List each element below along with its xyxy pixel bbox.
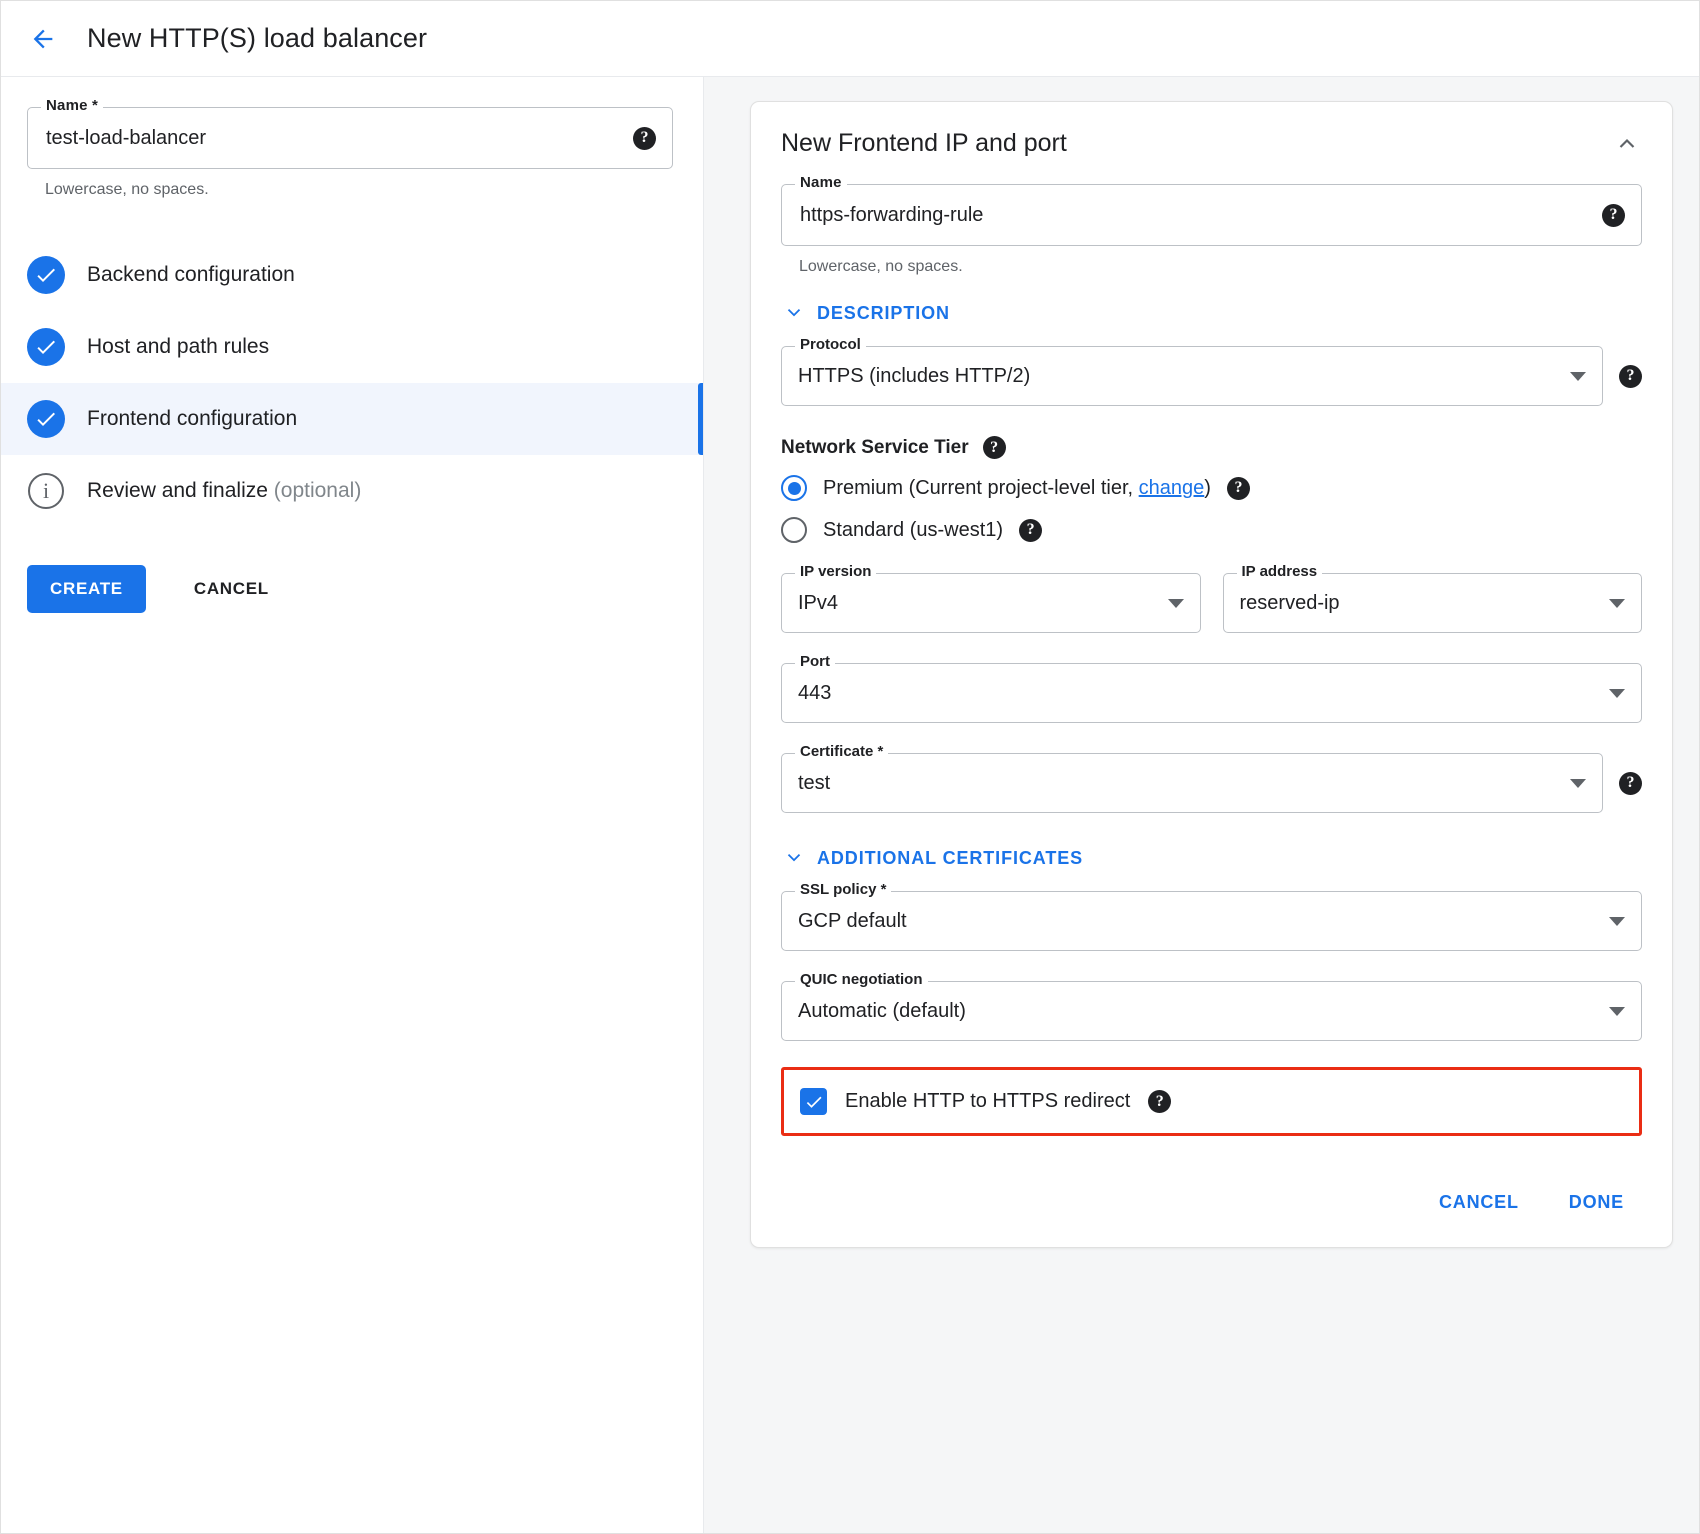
ip-row: [781, 563, 1642, 633]
tier-standard-label: Standard (us-west1): [823, 518, 1004, 541]
ssl-policy-label: SSL policy *: [795, 881, 891, 898]
page-header: [1, 1, 1699, 77]
lb-name-group: [27, 97, 673, 199]
quic-negotiation-value: Automatic (default): [798, 999, 966, 1022]
help-icon[interactable]: ?: [633, 127, 656, 150]
help-icon[interactable]: ?: [983, 436, 1006, 459]
card-actions: [781, 1182, 1642, 1223]
tier-option-standard[interactable]: [781, 517, 1642, 543]
ssl-policy-value: GCP default: [798, 909, 907, 932]
radio-standard[interactable]: [781, 517, 807, 543]
frontend-name-input[interactable]: [798, 203, 1602, 228]
frontend-name-helper: Lowercase, no spaces.: [799, 258, 963, 275]
quic-negotiation-label: QUIC negotiation: [795, 971, 928, 988]
ip-address-select[interactable]: [1223, 563, 1643, 633]
description-toggle-label: DESCRIPTION: [817, 302, 950, 323]
chevron-down-icon: [1609, 599, 1625, 608]
right-pane: [704, 77, 1699, 1533]
ip-version-value: IPv4: [798, 591, 839, 614]
certificate-label: Certificate *: [795, 743, 888, 760]
http-redirect-highlight: [781, 1067, 1642, 1136]
chevron-down-icon: [1609, 917, 1625, 926]
sidebar-item-review-and-finalize[interactable]: [1, 455, 703, 527]
chevron-down-icon: [783, 302, 805, 324]
protocol-value: HTTPS (includes HTTP/2): [798, 364, 1031, 387]
panel-cancel-button[interactable]: CANCEL: [1421, 1182, 1537, 1223]
chevron-up-icon[interactable]: [1612, 128, 1642, 158]
page-title: New HTTP(S) load balancer: [87, 23, 428, 53]
step-label-optional: (optional): [273, 479, 362, 502]
help-icon[interactable]: ?: [1019, 519, 1042, 542]
frontend-name-field[interactable]: [781, 174, 1642, 246]
tier-option-premium[interactable]: [781, 475, 1642, 501]
left-action-buttons: [27, 565, 703, 613]
description-toggle[interactable]: [783, 302, 1642, 324]
protocol-row: [781, 336, 1642, 406]
step-label: Host and path rules: [87, 335, 270, 358]
ssl-policy-select[interactable]: [781, 881, 1642, 951]
chevron-down-icon: [1609, 689, 1625, 698]
port-row: [781, 653, 1642, 723]
http-redirect-checkbox[interactable]: [800, 1088, 827, 1115]
arrow-back-icon[interactable]: [23, 19, 63, 59]
additional-certificates-toggle[interactable]: [783, 847, 1642, 869]
chevron-down-icon: [1570, 779, 1586, 788]
card-header: [781, 128, 1642, 158]
network-service-tier-label: Network Service Tier ?: [781, 436, 1642, 459]
info-circle-icon: i: [27, 472, 65, 510]
port-select[interactable]: [781, 653, 1642, 723]
wizard-steps: [1, 239, 703, 527]
main-content: [1, 77, 1699, 1533]
additional-certificates-label: ADDITIONAL CERTIFICATES: [817, 847, 1084, 868]
change-tier-link[interactable]: change: [1138, 476, 1205, 499]
lb-name-label: Name *: [41, 97, 103, 114]
left-pane: [1, 77, 704, 1533]
step-label: Frontend configuration: [87, 407, 298, 430]
panel-done-button[interactable]: DONE: [1551, 1182, 1642, 1223]
chevron-down-icon: [1570, 372, 1586, 381]
help-icon[interactable]: ?: [1619, 772, 1642, 795]
step-label: Backend configuration: [87, 263, 295, 286]
sidebar-item-host-and-path-rules[interactable]: [1, 311, 703, 383]
chevron-down-icon: [1609, 1007, 1625, 1016]
certificate-row: [781, 743, 1642, 813]
help-icon[interactable]: ?: [1619, 365, 1642, 388]
http-redirect-label: Enable HTTP to HTTPS redirect: [845, 1090, 1131, 1112]
cancel-button[interactable]: CANCEL: [172, 565, 291, 613]
sidebar-item-backend-configuration[interactable]: [1, 239, 703, 311]
help-icon[interactable]: ?: [1227, 477, 1250, 500]
chevron-down-icon: [1168, 599, 1184, 608]
check-circle-icon: [27, 328, 65, 366]
ip-address-value: reserved-ip: [1239, 591, 1340, 614]
ip-version-label: IP version: [795, 563, 876, 580]
protocol-select[interactable]: [781, 336, 1603, 406]
port-label: Port: [795, 653, 835, 670]
card-title: New Frontend IP and port: [781, 128, 1067, 157]
sidebar-item-frontend-configuration[interactable]: [1, 383, 703, 455]
check-circle-icon: [27, 256, 65, 294]
certificate-select[interactable]: [781, 743, 1603, 813]
help-icon[interactable]: ?: [1602, 204, 1625, 227]
check-circle-icon: [27, 400, 65, 438]
create-button[interactable]: CREATE: [27, 565, 146, 613]
radio-premium[interactable]: [781, 475, 807, 501]
quic-negotiation-select[interactable]: [781, 971, 1642, 1041]
chevron-down-icon: [783, 847, 805, 869]
ip-address-label: IP address: [1237, 563, 1323, 580]
help-icon[interactable]: ?: [1148, 1090, 1171, 1113]
frontend-name-label: Name: [795, 174, 847, 191]
lb-name-helper: Lowercase, no spaces.: [45, 181, 209, 198]
new-frontend-ip-and-port-card: [750, 101, 1673, 1248]
certificate-value: test: [798, 771, 831, 794]
tier-premium-label: Premium (Current project-level tier, change): [823, 476, 1211, 499]
lb-name-field[interactable]: [27, 97, 673, 169]
step-label: Review and finalize: [87, 479, 268, 502]
protocol-label: Protocol: [795, 336, 866, 353]
port-value: 443: [798, 681, 832, 704]
lb-name-input[interactable]: [44, 126, 633, 151]
ip-version-select[interactable]: [781, 563, 1201, 633]
